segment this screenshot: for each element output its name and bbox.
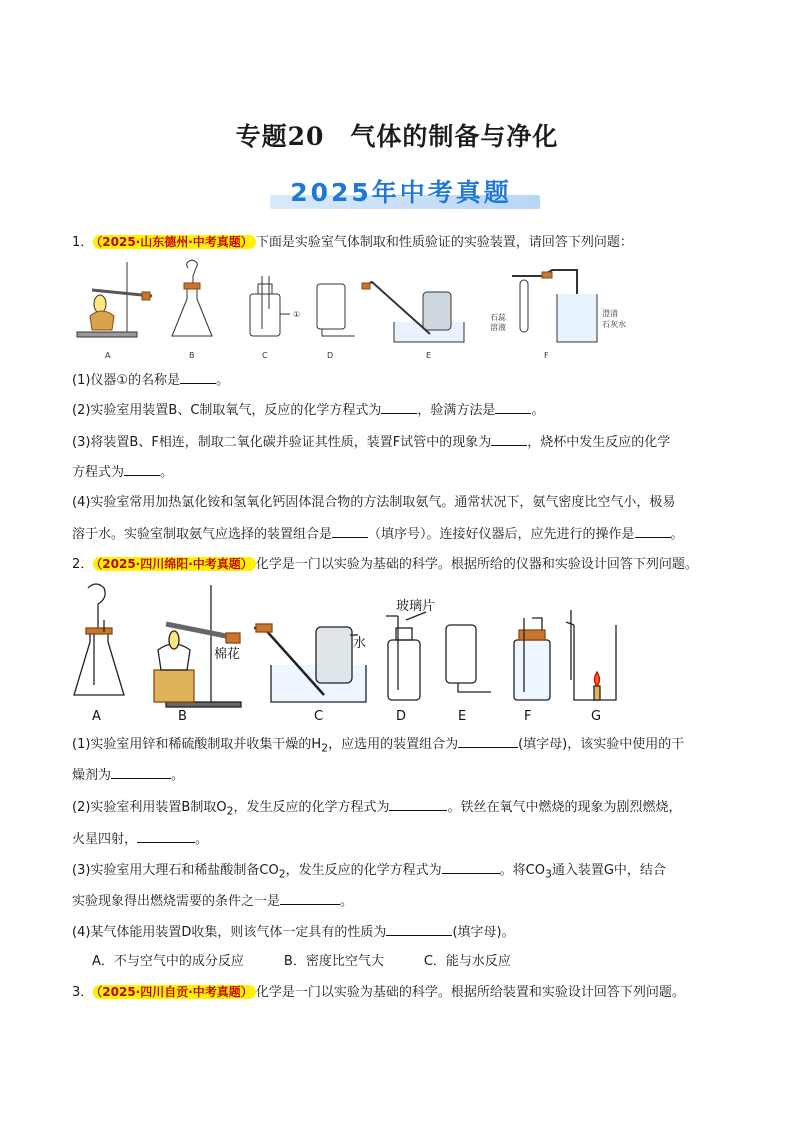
q3-number: 3．: [72, 985, 94, 1000]
q3-stem-line: [72, 983, 685, 1002]
q1-part3-cont: 方程式为 。: [72, 462, 173, 482]
answer-blank[interactable]: [635, 524, 671, 538]
q2-label-a: A: [92, 709, 101, 724]
answer-blank[interactable]: [137, 829, 195, 843]
q2-label-water: 水: [353, 636, 367, 651]
q1-label-litmus-2: 溶液: [490, 323, 506, 332]
q3-stem: 化学是一门以实验为基础的科学。根据所给装置和实验设计回答下列问题。: [255, 985, 685, 1000]
q1-part4: (4)实验室常用加热氯化铵和氢氧化钙固体混合物的方法制取氨气。通常状况下，氨气密度比空气小，极易: [72, 495, 676, 510]
q2-stem-line: [72, 555, 698, 574]
answer-blank[interactable]: [389, 797, 447, 811]
q1-stem-line: [72, 233, 633, 252]
q1-label-circle1: ①: [293, 310, 301, 319]
q2-label-c: C: [314, 709, 324, 724]
q2-source-tag: （2025·四川绵阳·中考真题）: [93, 557, 256, 571]
answer-blank[interactable]: [442, 860, 500, 874]
q1-part3: (3)将装置B、F相连，制取二氧化碳并验证其性质，装置F试管中的现象为 ，烧杯中发生反应的化学: [72, 432, 670, 452]
q2-part3: (3)实验室用大理石和稀盐酸制备$CO_2$，发生反应的化学方程式为 。将$CO_3$通入装置G中，结合: [72, 860, 666, 884]
section-banner: [262, 173, 540, 209]
q1-label-litmus-1: 石蕊: [490, 313, 506, 322]
q2-part1: (1)实验室用锌和稀硫酸制取并收集干燥的$H_2$，应选用的装置组合为 (填字母)，该实验中使用的干: [72, 734, 684, 758]
q1-label-b: B: [189, 351, 195, 360]
answer-blank[interactable]: [280, 891, 340, 905]
answer-blank[interactable]: [386, 922, 452, 936]
q3-source-tag: （2025·四川自贡·中考真题）: [93, 985, 256, 999]
q1-label-lime-1: 澄清: [602, 309, 618, 318]
q1-label-lime-2: 石灰水: [602, 320, 626, 329]
q1-label-e: E: [426, 351, 432, 360]
q2-label-cotton: 棉花: [214, 647, 241, 662]
q2-label-b: B: [178, 709, 187, 724]
q2-stem: 化学是一门以实验为基础的科学。根据所给的仪器和实验设计回答下列问题。: [255, 557, 698, 572]
page-title: 专题20 气体的制备与净化: [235, 122, 559, 151]
q1-part4-cont: 溶于水。实验室制取氨气应选择的装置组合是 （填序号）。连接好仪器后，应先进行的操作是 。: [72, 524, 684, 544]
answer-blank[interactable]: [124, 462, 160, 476]
q1-label-c: C: [262, 351, 268, 360]
q2-part1-cont: 燥剂为 。: [72, 765, 184, 785]
q2-number: 2．: [72, 557, 94, 572]
q2-option-c[interactable]: C．能与水反应: [423, 954, 511, 969]
q1-label-d: D: [327, 351, 334, 360]
q2-apparatus-figure: [66, 580, 636, 725]
answer-blank[interactable]: [180, 370, 216, 384]
q2-part2: (2)实验室利用装置B制取$O_2$，发生反应的化学方程式为 。铁丝在氧气中燃烧的现象为剧烈燃烧，: [72, 797, 682, 821]
answer-blank[interactable]: [111, 765, 171, 779]
q2-label-d: D: [396, 709, 407, 724]
answer-blank[interactable]: [495, 400, 531, 414]
answer-blank[interactable]: [491, 432, 527, 446]
q1-part1: (1)仪器①的名称是 。: [72, 370, 229, 390]
q1-label-f: F: [544, 351, 549, 360]
q1-apparatus-figure: [72, 254, 642, 364]
q1-source-tag: （2025·山东德州·中考真题）: [93, 235, 256, 249]
q1-number: 1．: [72, 235, 94, 250]
q2-label-e: E: [458, 709, 467, 724]
q2-option-a[interactable]: A．不与空气中的成分反应: [92, 954, 244, 969]
q2-options: [92, 953, 511, 971]
q1-part2: (2)实验室用装置B、C制取氧气，反应的化学方程式为 ，验满方法是 。: [72, 400, 544, 420]
answer-blank[interactable]: [458, 734, 518, 748]
q2-part4: (4)某气体能用装置D收集，则该气体一定具有的性质为 (填字母)。: [72, 922, 515, 942]
q2-label-glass: 玻璃片: [396, 599, 436, 614]
q2-label-g: G: [591, 709, 602, 724]
q2-part3-cont: 实验现象得出燃烧需要的条件之一是 。: [72, 891, 353, 911]
banner-text: 2025年中考真题: [290, 178, 512, 207]
q2-label-f: F: [524, 709, 532, 724]
q1-stem: 下面是实验室气体制取和性质验证的实验装置，请回答下列问题：: [255, 235, 633, 250]
answer-blank[interactable]: [332, 524, 368, 538]
q1-instrument-mark: ①: [116, 373, 129, 388]
answer-blank[interactable]: [381, 400, 417, 414]
q1-label-a: A: [105, 351, 111, 360]
q2-part2-cont: 火星四射， 。: [72, 829, 208, 849]
q2-option-b[interactable]: B．密度比空气大: [283, 954, 384, 969]
